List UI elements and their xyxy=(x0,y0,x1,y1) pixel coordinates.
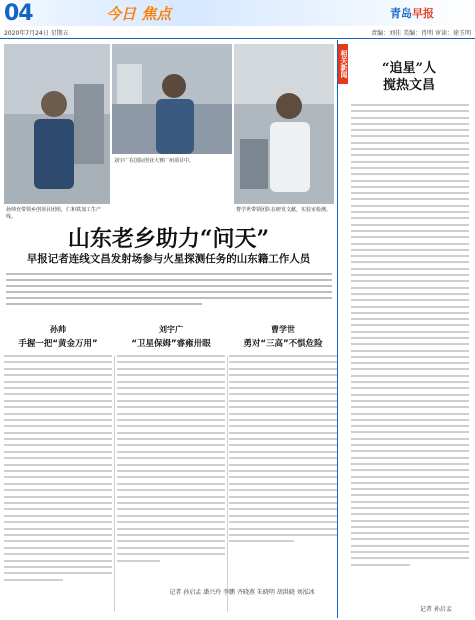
column-1-title: 手握一把“黄金万用” xyxy=(18,339,98,349)
column-3 xyxy=(229,324,337,547)
editor-staff: 责编：刘佳 美编：肖明 审读：徐玉明 xyxy=(371,30,471,37)
column-2-body xyxy=(117,355,225,562)
sidebar-title xyxy=(348,60,470,94)
column-1 xyxy=(4,324,112,585)
column-3-body xyxy=(229,355,337,542)
photo-middle-caption: 刘宇广在国际创业大赛广州项目中。 xyxy=(114,158,195,164)
sidebar-title-line-2: 搅热文昌 xyxy=(382,78,435,93)
sub-headline: 早报记者连线文昌发射场参与火星探测任务的山东籍工作人员 xyxy=(26,253,311,265)
intro-paragraph xyxy=(6,270,332,309)
column-2-name: 刘宇广 xyxy=(159,325,183,334)
column-1-body xyxy=(4,355,112,581)
photo-right-caption: 曹学世带领团队在研发文献，实验室检测。 xyxy=(236,207,332,213)
issue-date: 2020年7月24日 星期五 xyxy=(4,30,69,37)
photo-left xyxy=(4,44,110,204)
photo-right xyxy=(234,44,334,204)
reporters-credit: 记者 孙启孟 潘兴玲 李鹏 齐晓燕 朱晓明 胡洪晓 刘泓冰 xyxy=(169,589,315,596)
column-3-name: 曹学世 xyxy=(271,325,295,334)
main-headline: 山东老乡助力“问天” xyxy=(67,226,270,252)
sidebar-divider xyxy=(337,40,338,618)
column-divider-1 xyxy=(114,356,115,612)
date-staff-strip xyxy=(0,26,475,39)
sidebar-body xyxy=(351,104,469,570)
photo-middle xyxy=(112,44,232,154)
photo-left-caption: 孙帅充带领乡创项目团组，仁和铁加工生产线。 xyxy=(6,207,102,220)
section-name: 今日 焦点 xyxy=(106,5,172,23)
column-1-name: 孙帅 xyxy=(50,325,66,334)
column-3-title: 勇对“三高”不惧危险 xyxy=(243,339,323,349)
sidebar-tab-related-news: 相关新闻 xyxy=(338,44,348,84)
newspaper-logo: 青岛早报 xyxy=(390,7,434,20)
page-number: 04 xyxy=(4,1,33,26)
column-divider-2 xyxy=(227,356,228,612)
column-2-title: “卫星保姆”睿雍卅眼 xyxy=(131,339,211,349)
sidebar-byline: 记者 孙启孟 xyxy=(420,606,452,613)
column-2 xyxy=(117,324,225,566)
sidebar-title-line-1: “追星”人 xyxy=(382,61,436,76)
